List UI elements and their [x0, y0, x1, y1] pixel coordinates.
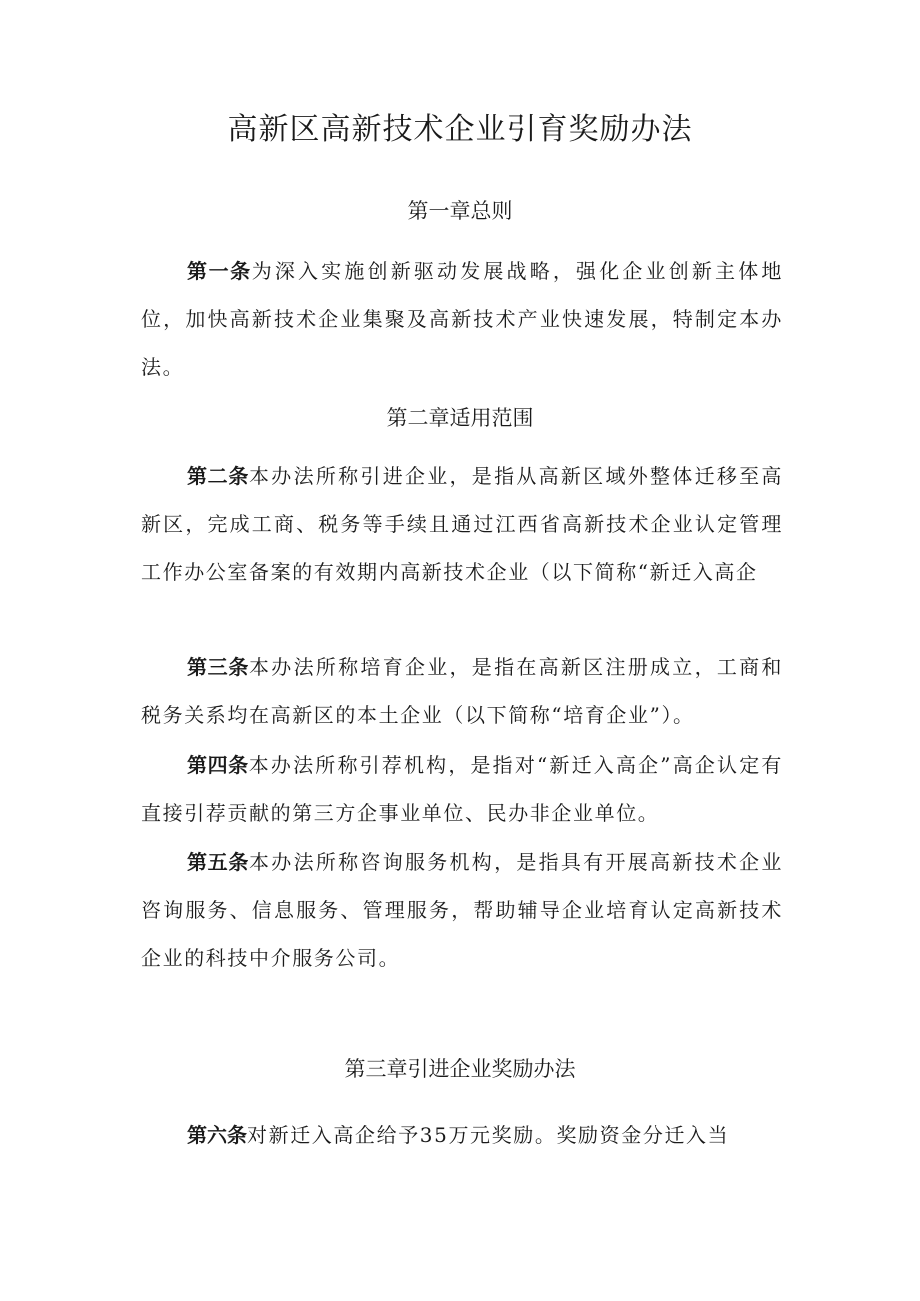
article-text: 本办法所称引荐机构，是指对“新迁入高企”高企认定有直接引荐贡献的第三方企事业单位、民办非企业单位。 — [141, 753, 784, 825]
article-label: 第六条 — [187, 1123, 247, 1147]
chapter-heading-2: 第二章适用范围 — [386, 406, 534, 430]
article-2 — [141, 452, 783, 596]
article-label: 第三条 — [187, 655, 250, 679]
article-5 — [141, 838, 783, 982]
article-label: 第一条 — [187, 259, 252, 283]
article-6 — [141, 1111, 783, 1159]
chapter-heading-1: 第一章总则 — [407, 199, 513, 223]
article-label: 第二条 — [187, 464, 250, 488]
article-text: 本办法所称培育企业，是指在高新区注册成立，工商和税务关系均在高新区的本土企业（以下简称“培育企业”）。 — [141, 655, 783, 727]
article-text: 为深入实施创新驱动发展战略，强化企业创新主体地位，加快高新技术企业集聚及高新技术产业快速发展，特制定本办法。 — [141, 259, 783, 379]
article-1 — [141, 247, 783, 391]
article-text: 本办法所称咨询服务机构，是指具有开展高新技术企业咨询服务、信息服务、管理服务，帮助辅导企业培育认定高新技术企业的科技中介服务公司。 — [141, 850, 783, 970]
article-3 — [141, 643, 783, 739]
article-4 — [141, 741, 783, 837]
chapter-heading-3: 第三章引进企业奖励办法 — [344, 1057, 576, 1081]
article-text: 对新迁入高企给予35万元奖励。奖励资金分迁入当 — [247, 1123, 730, 1147]
document-title: 高新区高新技术企业引育奖励办法 — [227, 112, 693, 147]
article-text: 本办法所称引进企业，是指从高新区域外整体迁移至高新区，完成工商、税务等手续且通过江西省高新技术企业认定管理工作办公室备案的有效期内高新技术企业（以下简称“新迁入高企 — [141, 464, 783, 584]
article-label: 第五条 — [187, 850, 250, 874]
article-label: 第四条 — [187, 753, 249, 777]
